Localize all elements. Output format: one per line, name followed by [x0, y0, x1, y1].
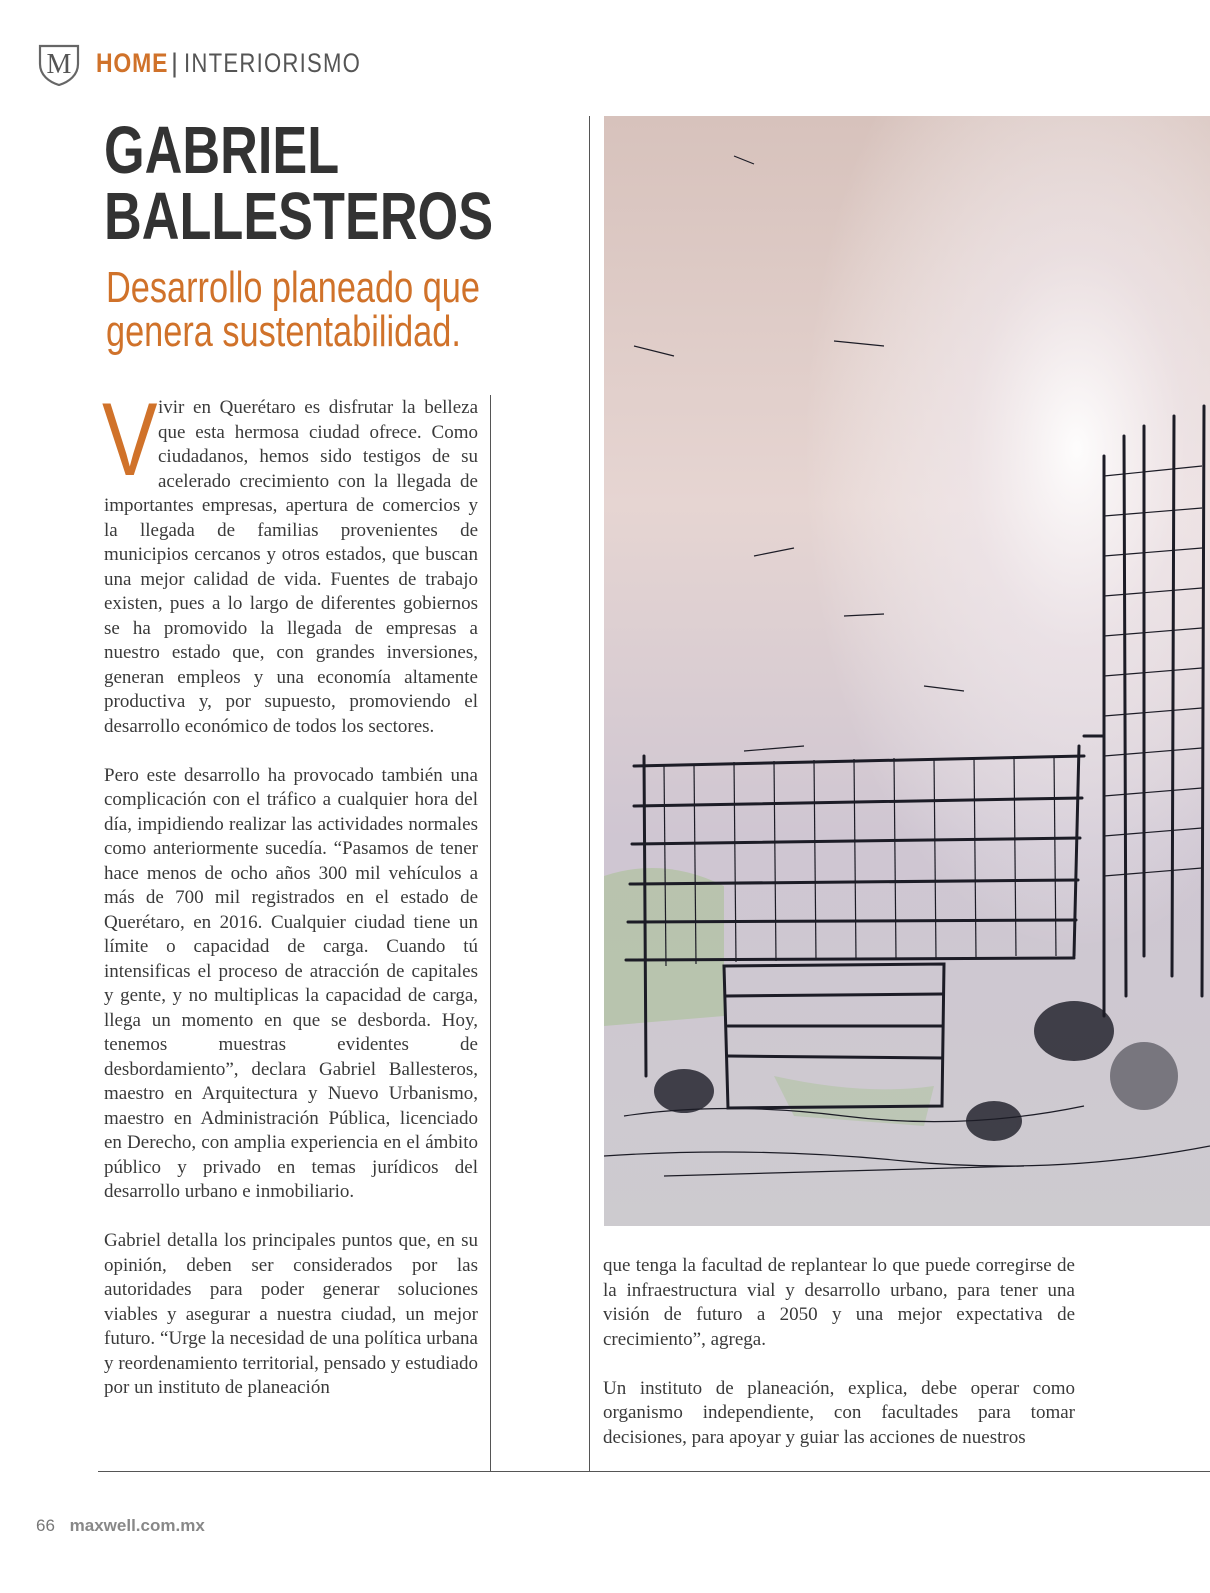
- website-link[interactable]: maxwell.com.mx: [69, 1516, 205, 1535]
- article-column-left: [102, 382, 478, 1425]
- footer-rule: [98, 1471, 1210, 1472]
- section-separator: |: [171, 47, 179, 78]
- paragraph-5: Un instituto de planeación, explica, debe operar como organismo independiente, con facultades para tomar decisiones, para apoyar y guiar las acciones de nuestros: [603, 1377, 1075, 1448]
- title-line-1: GABRIEL: [104, 113, 340, 188]
- page-header: [36, 38, 400, 88]
- architecture-sketch-image: [604, 116, 1210, 1226]
- maxwell-logo-icon: [36, 40, 82, 86]
- paragraph-1-text: ivir en Querétaro es disfrutar la belleza que esta hermosa ciudad ofrece. Como ciudadanos, hemos sido testigos de su acelerado crecimiento con la llegada de importantes empresas, apertura de comercios y la llegada de familias provenientes de municipios cercanos y otros estados, que buscan una mejor calidad de vida. Fuentes de trabajo existen, pues a lo largo de diferentes gobiernos se ha promovido la llegada de empresas a nuestro estado que, con grandes inversiones, generan empleos y una economía altamente productiva y, por supuesto, promoviendo el desarrollo económico de todos los sectores.: [104, 397, 478, 737]
- article-title: [104, 113, 494, 254]
- drop-cap: V: [102, 382, 158, 498]
- section-label[interactable]: HOME: [96, 47, 169, 78]
- subtitle-line-2: genera sustentabilidad.: [106, 307, 461, 356]
- paragraph-3: Gabriel detalla los principales puntos que, en su opinión, deben ser considerados por las autoridades para poder generar soluciones viables y asegurar a nuestra ciudad, un mejor futuro. “Urge la necesidad de una política urbana y reordenamiento territorial, pensado y estudiado por un instituto de planeación: [104, 1230, 478, 1398]
- column-divider-middle: [589, 116, 590, 1471]
- page-footer: [36, 1516, 205, 1536]
- paragraph-2: Pero este desarrollo ha provocado también una complicación con el tráfico a cualquier hora del día, impidiendo realizar las actividades normales como anteriormente sucedía. “Pasamos de tener hace menos de ocho años 300 mil vehículos a más de 700 mil registrados en el estado de Querétaro, en 2016. Cualquier ciudad tiene un límite o capacidad de carga. Cuando tú intensificas el proceso de atracción de capitales y gente, y no multiplicas la capacidad de carga, llega un momento en que se desborda. Hoy, tenemos muestras evidentes de desbordamiento”, declara Gabriel Ballesteros, maestro en Arquitectura y Nuevo Urbanismo, maestro en Administración Pública, licenciado en Derecho, con amplia experiencia en el ámbito público y privado en temas jurídicos del desarrollo urbano e inmobiliario.: [104, 764, 478, 1202]
- article-column-right: [603, 1254, 1075, 1475]
- subtitle-line-1: Desarrollo planeado que: [106, 263, 480, 312]
- subsection-label[interactable]: INTERIORISMO: [184, 47, 362, 78]
- paragraph-intro: [102, 382, 478, 739]
- article-subtitle: [106, 263, 512, 356]
- page-number: 66: [36, 1516, 55, 1535]
- logo-letter: M: [46, 49, 72, 80]
- title-line-2: BALLESTEROS: [104, 179, 494, 254]
- paragraph-4: que tenga la facultad de replantear lo que puede corregirse de la infraestructura vial y desarrollo urbano, para tener una visión de futuro a 2050 y una mejor expectativa de crecimiento”, agrega.: [603, 1255, 1075, 1350]
- column-divider-left: [490, 395, 491, 1471]
